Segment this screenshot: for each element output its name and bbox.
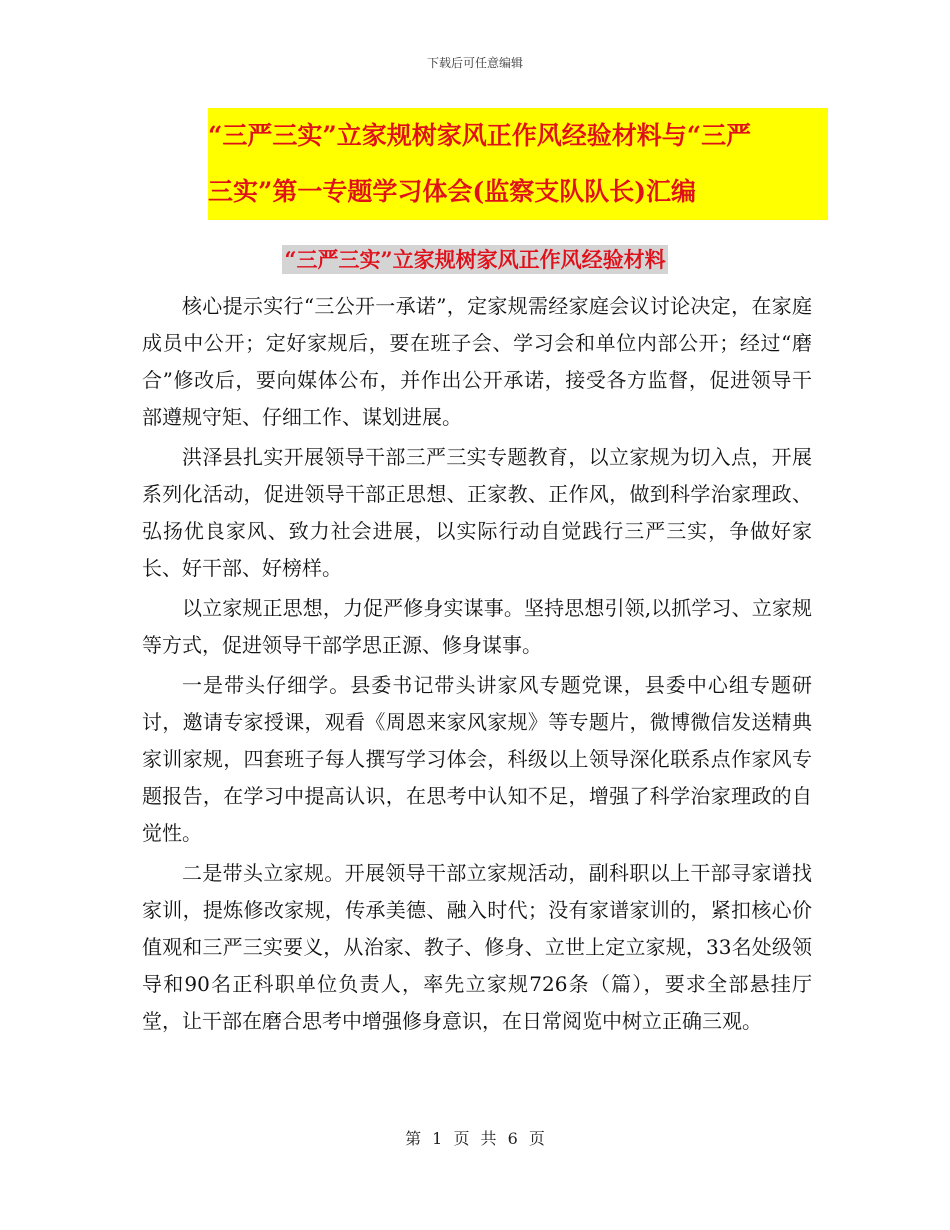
- section-title: [0, 244, 950, 274]
- main-title-line-2: [208, 164, 828, 220]
- paragraph: 一是带头仔细学。县委书记带头讲家风专题党课，县委中心组专题研讨，邀请专家授课，观看《周恩来家风家规》等专题片，微博微信发送精典家训家规，四套班子每人撰写学习体会，科级以上领导深化联系点作家风专题报告，在学习中提高认识，在思考中认知不足，增强了科学治家理政的自觉性。: [142, 673, 812, 845]
- page-footer: 第 1 页 共 6 页: [405, 1129, 545, 1148]
- paragraph: 以立家规正思想，力促严修身实谋事。坚持思想引领,以抓学习、立家规等方式，促进领导干部学思正源、修身谋事。: [142, 596, 812, 657]
- header-note: 下载后可任意编辑: [426, 56, 523, 70]
- section-title-text: “三严三实”立家规树家风正作风经验材料: [284, 247, 666, 272]
- main-title-line-1-text: “三严三实”立家规树家风正作风经验材料与“三严: [208, 121, 752, 150]
- main-title-line-2-text: 三实”第一专题学习体会(监察支队队长)汇编: [208, 177, 697, 206]
- paragraph: 洪泽县扎实开展领导干部三严三实专题教育，以立家规为切入点，开展系列化活动，促进领导干部正思想、正家教、正作风，做到科学治家理政、弘扬优良家风、致力社会进展，以实际行动自觉践行三严三实，争做好家长、好干部、好榜样。: [142, 445, 812, 580]
- main-title: [208, 108, 828, 220]
- paragraph: 二是带头立家规。开展领导干部立家规活动，副科职以上干部寻家谱找家训，提炼修改家规，传承美德、融入时代；没有家谱家训的，紧扣核心价值观和三严三实要义，从治家、教子、修身、立世上定立家规，33名处级领导和90名正科职单位负责人，率先立家规726条（篇），要求全部悬挂厅堂，让干部在磨合思考中增强修身意识，在日常阅览中树立正确三观。: [142, 861, 812, 1033]
- paragraph: 核心提示实行“三公开一承诺”，定家规需经家庭会议讨论决定，在家庭成员中公开；定好家规后，要在班子会、学习会和单位内部公开；经过“磨合”修改后，要向媒体公布，并作出公开承诺，接受各方监督，促进领导干部遵规守矩、仔细工作、谋划进展。: [142, 294, 812, 429]
- main-title-line-1: [208, 108, 828, 164]
- body-text: [142, 288, 812, 1043]
